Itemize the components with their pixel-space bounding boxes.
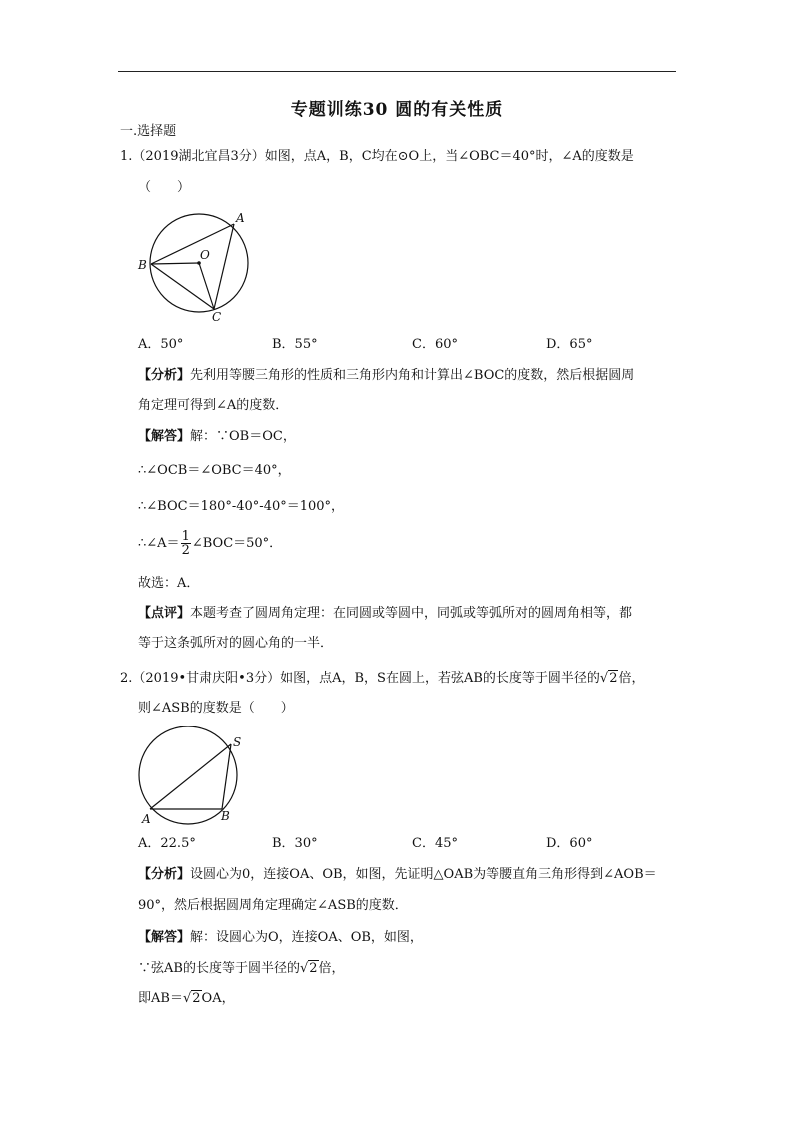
- q2-option-a: A．22.5°: [138, 836, 196, 851]
- q1-analysis-line2: 角定理可得到∠A的度数．: [138, 398, 289, 413]
- q1-label-o: O: [200, 248, 210, 262]
- q2-analysis-tag: 【分析】: [138, 867, 191, 882]
- q1-solution-line3: ∴∠BOC＝180°-40°-40°＝100°，: [138, 499, 345, 514]
- q2-analysis-line2: 90°，然后根据圆周角定理确定∠ASB的度数．: [138, 898, 408, 913]
- q2-stem-text1-post: 倍，: [618, 671, 645, 686]
- q1-solution-line2: ∴∠OCB＝∠OBC＝40°，: [138, 463, 291, 478]
- q2-option-c: C．45°: [412, 836, 458, 851]
- q2-analysis-text1: 设圆心为0，连接OA、OB，如图，先证明△OAB为等腰直角三角形得到∠AOB＝: [190, 867, 657, 882]
- q1-stem-line2: （ ）: [138, 180, 191, 195]
- q2-solution-text2-post: 倍，: [318, 961, 345, 976]
- q1-option-a: A．50°: [138, 337, 184, 352]
- q2-solution-sqrt-1: [300, 961, 319, 977]
- q2-chord-as: [150, 744, 231, 809]
- q2-solution-sqrt-1-value: 2: [309, 961, 318, 976]
- q2-option-d: D．60°: [546, 836, 593, 851]
- q1-label-c: C: [212, 310, 222, 324]
- q1-radius-oc: [199, 263, 214, 309]
- q1-option-d: D．65°: [546, 337, 593, 352]
- q1-solution-line5: 故选：A．: [138, 576, 200, 591]
- header-rule: [118, 71, 676, 72]
- q2-label-a: A: [142, 812, 151, 826]
- q2-solution-sqrt-2-value: 2: [192, 991, 201, 1006]
- page-title: 专题训练30 圆的有关性质: [290, 100, 504, 120]
- q1-solution-text4-pre: ∴∠A＝: [138, 536, 180, 551]
- q2-solution-line3: [138, 991, 235, 1007]
- q1-comment-line2: 等于这条弧所对的圆心角的一半．: [138, 636, 334, 651]
- q1-stem-line1: 1.（2019湖北宜昌3分）如图，点A，B，C均在⊙O上，当∠OBC＝40°时，∠A的度数是: [120, 149, 634, 164]
- q1-option-c: C．60°: [412, 337, 458, 352]
- q1-analysis-text1: 先利用等腰三角形的性质和三角形内角和计算出∠BOC的度数，然后根据圆周: [190, 368, 635, 383]
- q1-solution-line4: [138, 530, 282, 557]
- q2-solution-text3-pre: 即AB＝: [138, 991, 183, 1006]
- q2-sqrt: [600, 671, 619, 687]
- q2-chord-bs: [222, 744, 231, 809]
- q1-figure: [136, 210, 260, 324]
- q2-sqrt-symbol: √: [599, 671, 609, 686]
- q1-option-b: B．55°: [272, 337, 318, 352]
- q2-stem-line1: [120, 671, 644, 687]
- q1-fraction: [181, 530, 191, 557]
- q2-sqrt-value: 2: [609, 671, 618, 686]
- q2-label-s: S: [233, 735, 242, 749]
- q1-analysis-line1: [138, 368, 634, 384]
- q1-solution-text1: 解：∵OB＝OC，: [190, 429, 296, 444]
- q1-fraction-num: 1: [181, 529, 190, 544]
- q1-label-b: B: [138, 258, 147, 272]
- q2-solution-sqrt-2: [183, 991, 202, 1007]
- q2-solution-text1: 解：设圆心为O，连接OA、OB，如图，: [190, 930, 423, 945]
- q1-fraction-den: 2: [181, 543, 190, 558]
- q2-stem-line2: 则∠ASB的度数是（ ）: [138, 701, 294, 716]
- q2-analysis-line1: [138, 867, 657, 883]
- q2-solution-tag: 【解答】: [138, 930, 191, 945]
- q1-solution-line1: [138, 429, 296, 445]
- section-heading: 一.选择题: [120, 124, 177, 139]
- q1-comment-text1: 本题考查了圆周角定理：在同圆或等圆中，同弧或等弧所对的圆周角相等，都: [190, 606, 633, 621]
- q2-solution-sqrt-2-symbol: √: [182, 991, 192, 1006]
- q2-solution-text3-post: OA，: [201, 991, 235, 1006]
- q1-label-a: A: [236, 211, 245, 225]
- q2-solution-sqrt-1-symbol: √: [299, 961, 309, 976]
- q2-label-b: B: [221, 809, 230, 823]
- q2-figure: [134, 726, 250, 826]
- q1-comment-tag: 【点评】: [138, 606, 191, 621]
- q2-solution-line1: [138, 930, 423, 946]
- q2-solution-text2-pre: ∵弦AB的长度等于圆半径的: [138, 961, 300, 976]
- q2-option-b: B．30°: [272, 836, 318, 851]
- q1-comment-line1: [138, 606, 632, 622]
- q1-solution-text4-post: ∠BOC＝50°．: [191, 536, 283, 551]
- q2-stem-text1-pre: 2.（2019•甘肃庆阳•3分）如图，点A，B，S在圆上，若弦AB的长度等于圆半径的: [120, 671, 600, 686]
- q1-chord-bc: [151, 264, 214, 309]
- q1-radius-ob: [151, 263, 199, 264]
- q2-solution-line2: [138, 961, 345, 977]
- q1-analysis-tag: 【分析】: [138, 368, 191, 383]
- q1-solution-tag: 【解答】: [138, 429, 191, 444]
- q1-chord-ac: [214, 224, 234, 309]
